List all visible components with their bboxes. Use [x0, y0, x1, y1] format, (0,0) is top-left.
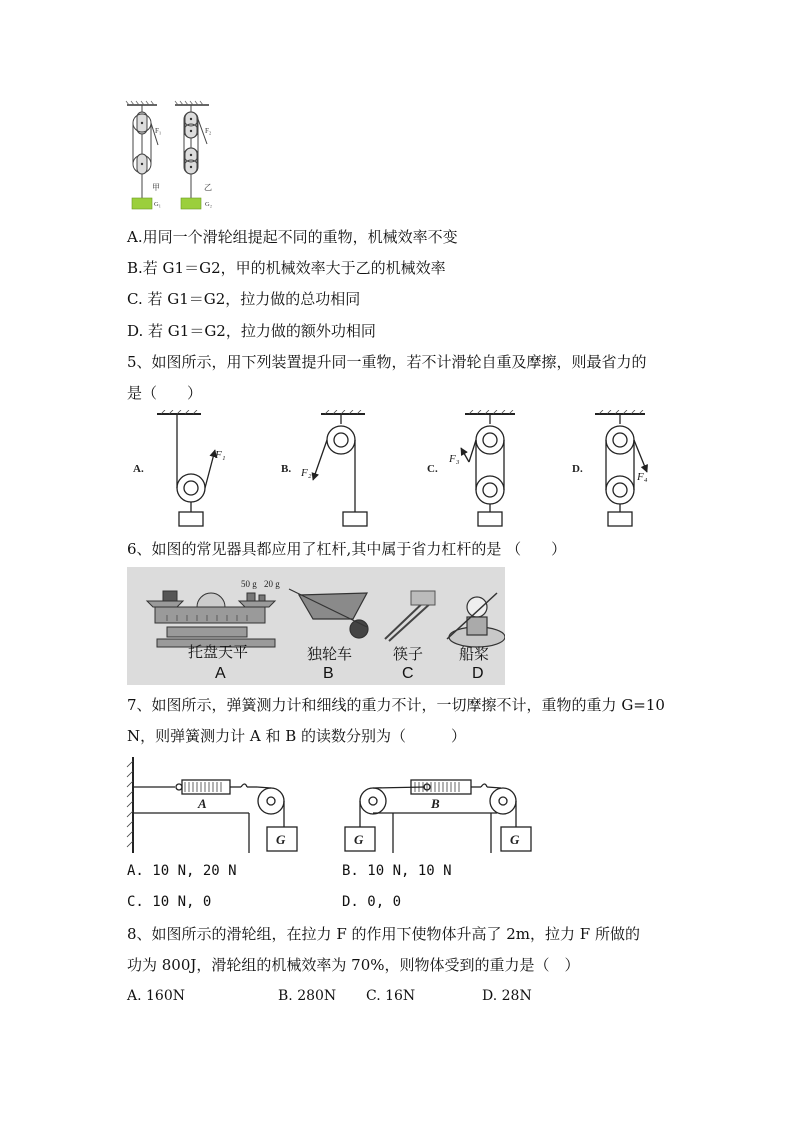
q4-f1-label: F₁ [155, 127, 162, 135]
q6-item-d-letter: D [472, 665, 484, 682]
q6-item-c-name: 筷子 [393, 645, 424, 663]
q7-spring-scale-figure [125, 755, 535, 855]
q5-force-f1: F₁ [215, 449, 226, 461]
q7-weight-g-middle: G [354, 832, 364, 847]
q6-lever-photo [127, 567, 505, 685]
q5-force-f3: F₃ [449, 453, 460, 465]
q7-label-a: A [198, 796, 207, 811]
q8-question-line1: 8、如图所示的滑轮组，在拉力 F 的作用下使物体升高了 2m，拉力 F 所做的 [127, 925, 640, 943]
q6-item-a-letter: A [215, 665, 226, 682]
q4-yi-label: 乙 [204, 183, 212, 192]
q6-weight-20g: 20 g [264, 579, 280, 589]
q8-question-line2: 功为 800J，滑轮组的机械效率为 70%，则物体受到的重力是（ ） [127, 956, 580, 974]
q7-option-b: B. 10 N, 10 N [342, 863, 452, 879]
q6-weight-50g: 50 g [241, 579, 257, 589]
q5-fig-label-a: A. [133, 463, 144, 475]
q6-item-d-name: 船桨 [459, 645, 490, 663]
q7-question-line2: N，则弹簧测力计 A 和 B 的读数分别为（ ） [127, 727, 467, 745]
q4-option-d: D. 若 G1＝G2，拉力做的额外功相同 [127, 322, 376, 340]
q5-question-line2: 是（ ） [127, 384, 203, 402]
q5-force-f4: F₄ [637, 471, 648, 483]
q4-pulley-figure [125, 100, 235, 212]
q4-g2-label: G₂ [205, 201, 212, 208]
q4-option-b: B.若 G1＝G2，甲的机械效率大于乙的机械效率 [127, 259, 446, 277]
q4-option-c: C. 若 G1＝G2，拉力做的总功相同 [127, 290, 361, 308]
q7-weight-g-right: G [510, 832, 520, 847]
q7-option-d: D. 0, 0 [342, 894, 402, 910]
q7-option-a: A. 10 N, 20 N [127, 863, 237, 879]
q4-option-a: A.用同一个滑轮组提起不同的重物，机械效率不变 [127, 228, 458, 246]
q7-option-c: C. 10 N, 0 [127, 894, 212, 910]
q6-lever-drawings [127, 567, 505, 685]
q7-question-line1: 7、如图所示，弹簧测力计和细线的重力不计，一切摩擦不计，重物的重力 G=10 [127, 696, 665, 714]
q7-weight-g-left: G [276, 832, 286, 847]
q5-question-line1: 5、如图所示，用下列装置提升同一重物，若不计滑轮自重及摩擦，则最省力的 [127, 353, 647, 371]
q6-item-a-name: 托盘天平 [188, 643, 249, 661]
q6-item-b-letter: B [323, 665, 334, 682]
q4-g1-label: G₁ [154, 201, 161, 208]
q8-option-d: D. 28N [482, 988, 532, 1004]
q8-option-a: A. 160N [127, 988, 185, 1004]
q6-question: 6、如图的常见器具都应用了杠杆,其中属于省力杠杆的是 （ ） [127, 540, 567, 558]
q5-pulley-figures [125, 410, 665, 528]
q6-item-c-letter: C [402, 665, 414, 682]
q8-option-b: B. 280N [278, 988, 337, 1004]
q7-label-b: B [431, 796, 440, 811]
q5-force-f2: F₂ [301, 467, 312, 479]
q6-item-b-name: 独轮车 [307, 645, 353, 663]
q5-fig-label-b: B. [281, 463, 292, 475]
q4-jia-label: 甲 [152, 183, 160, 192]
q5-fig-label-c: C. [427, 463, 438, 475]
q4-f2-label: F₂ [205, 127, 212, 135]
q5-fig-label-d: D. [572, 463, 583, 475]
q8-option-c: C. 16N [366, 988, 416, 1004]
